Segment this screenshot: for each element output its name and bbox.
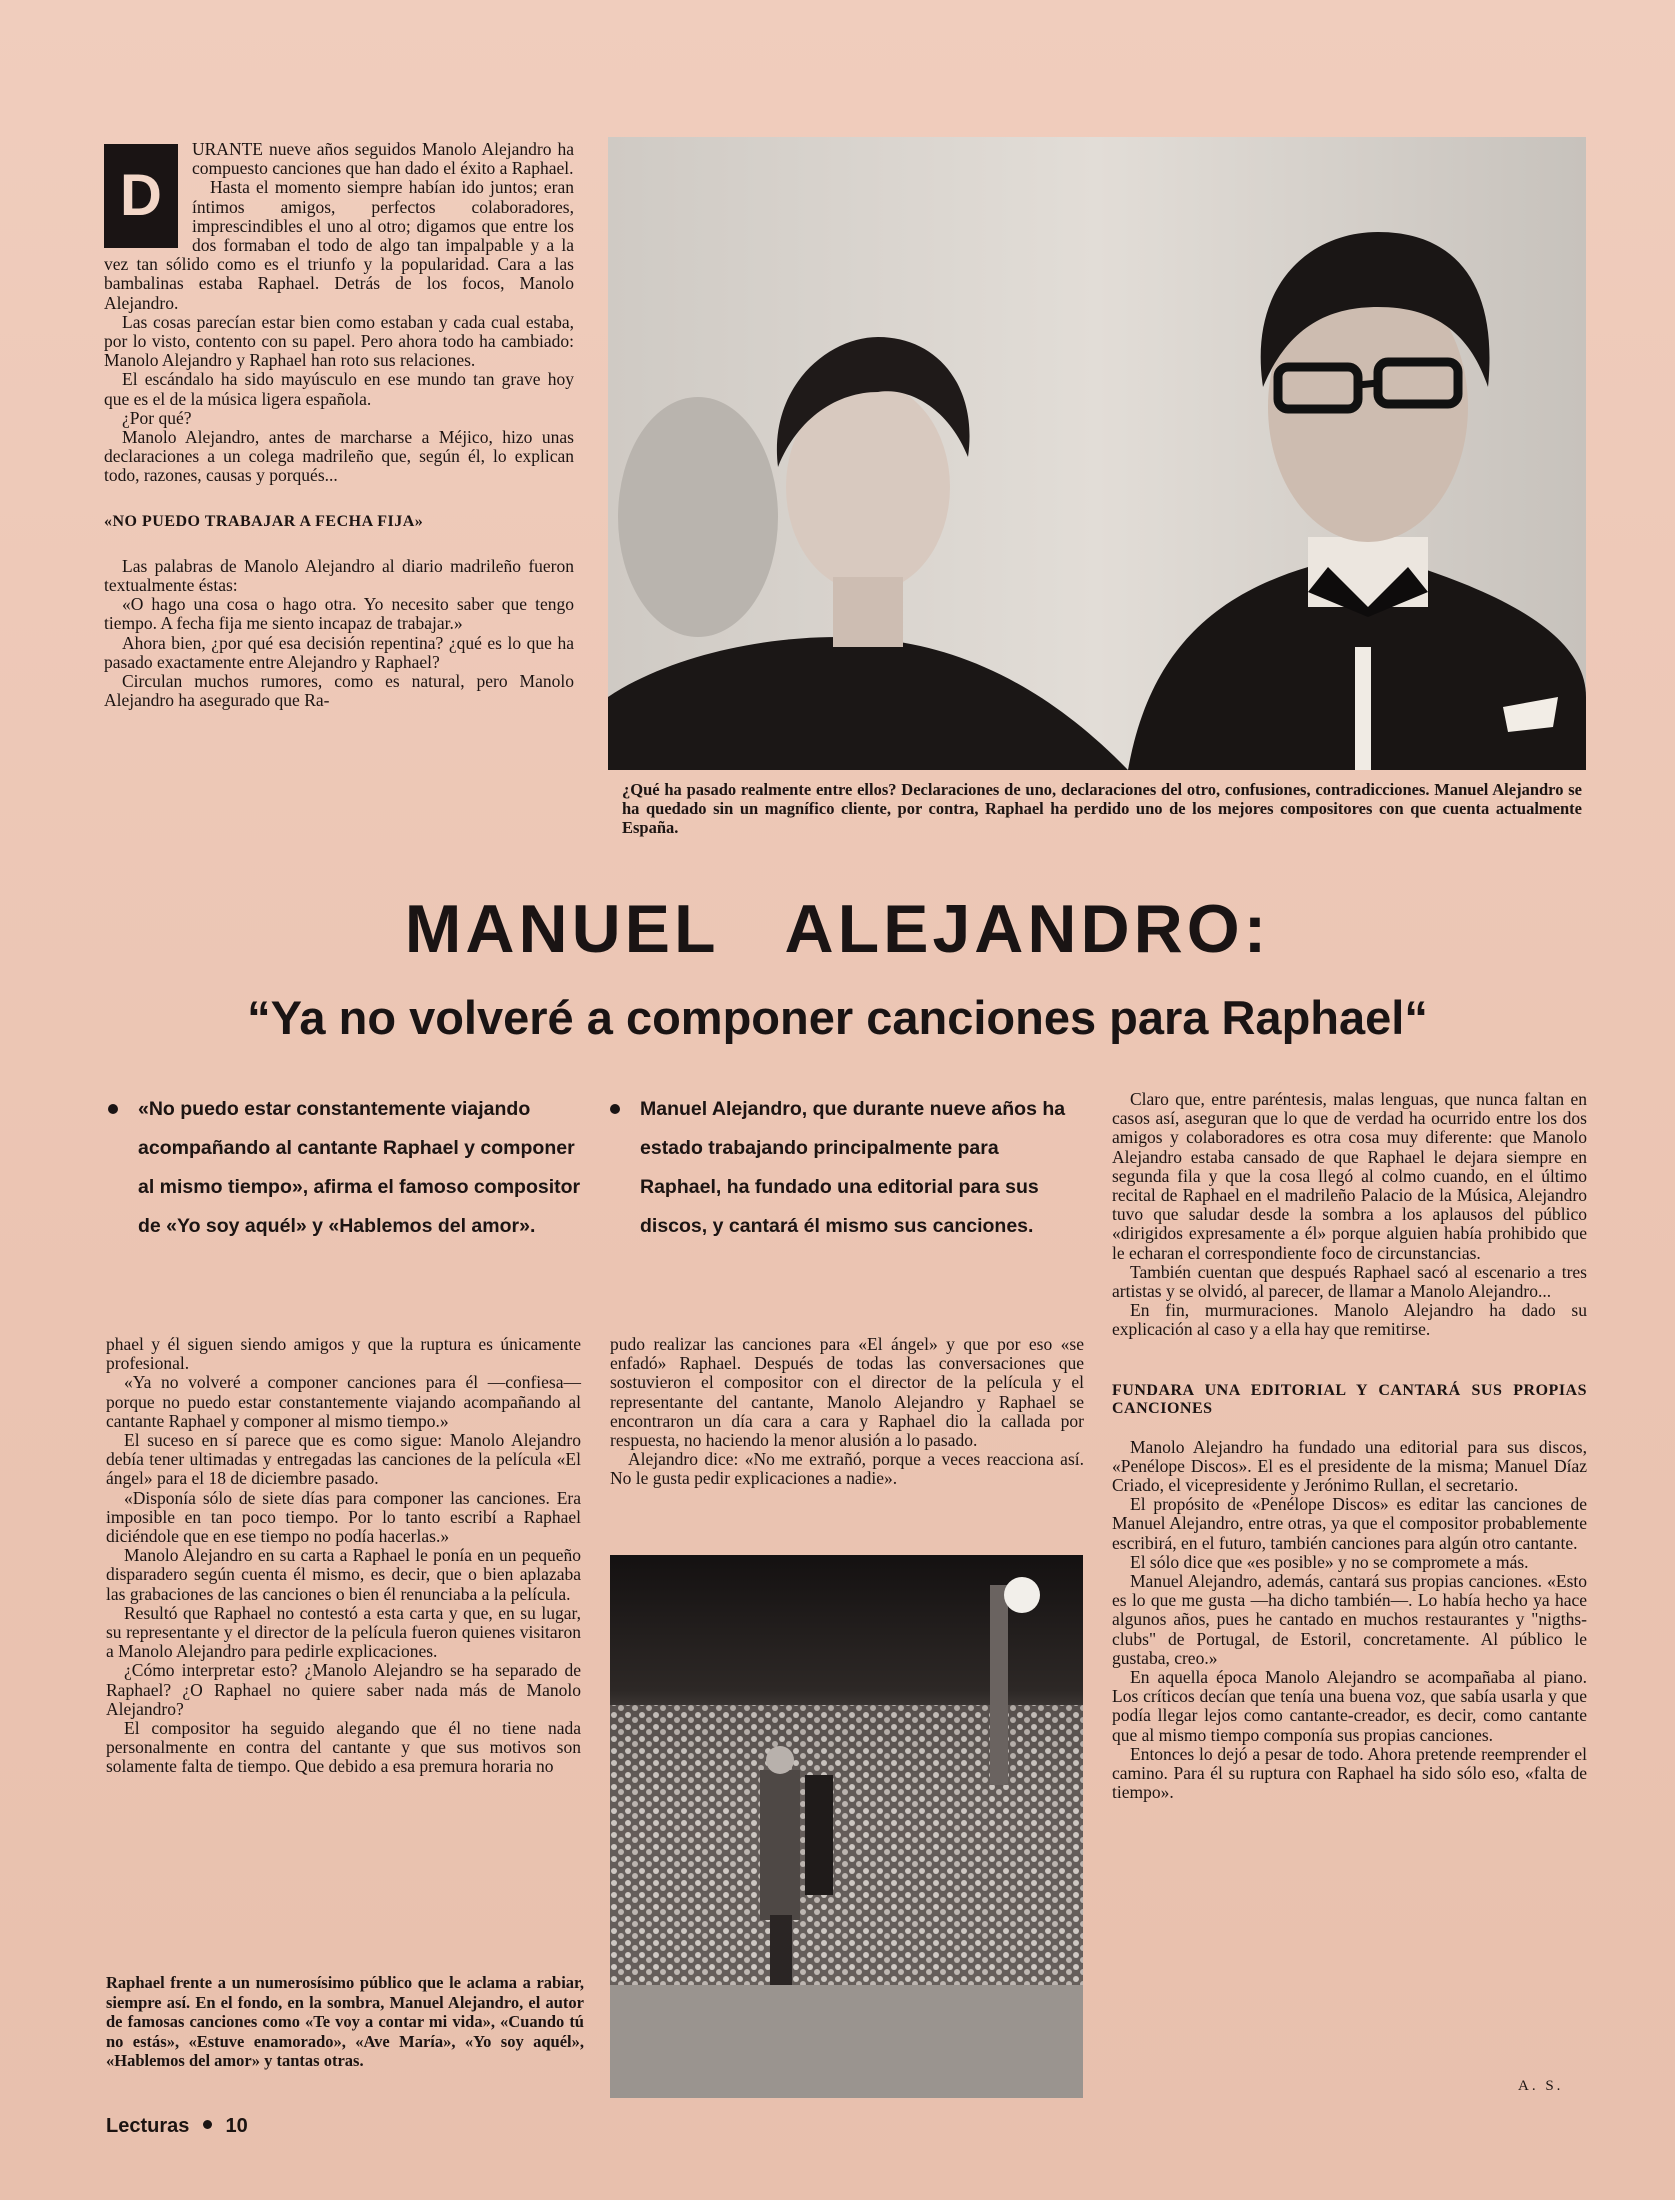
paragraph: Entonces lo dejó a pesar de todo. Ahora pretende reemprender el camino. Para él su ruptura con Raphael ha sido sólo eso, «falta de tiempo». [1112, 1743, 1587, 1803]
paragraph: Manolo Alejandro en su carta a Raphael le ponía en un pequeño disparadero según cuenta él mismo, es decir, que o bien aplazaba las grabaciones de las canciones o bien él renunciaba a la película. [106, 1545, 581, 1604]
paragraph: Manolo Alejandro, antes de marcharse a Méjico, hizo unas declaraciones a un colega madrileño que, según él, lo explican todo, razones, causas y porqués... [104, 427, 574, 486]
section-heading: «NO PUEDO TRABAJAR A FECHA FIJA» [104, 512, 424, 530]
paragraph: En aquella época Manolo Alejandro se acompañaba al piano. Los críticos decían que tenía una buena voz, que sabía usarla y que podía llegar lejos como cantante-creador, es decir, como cantante que al mismo tiempo componía sus propias canciones. [1112, 1667, 1587, 1745]
paragraph: Alejandro dice: «No me extrañó, porque a veces reacciona así. No le gusta pedir explicaciones a nadie». [610, 1449, 1084, 1489]
bullet-text: Manuel Alejandro, que durante nueve años ha estado trabajando principalmente para Raphael, ha fundado una editorial para sus discos, y cantará él mismo sus canciones. [640, 1098, 1066, 1237]
concert-photo [610, 1555, 1083, 2098]
paragraph: Las cosas parecían estar bien como estaban y cada cual estaba, por lo visto, contento con su papel. Pero ahora todo ha cambiado: Manolo Alejandro y Raphael han roto sus relaciones. [104, 311, 574, 371]
bullet-1 [138, 1090, 583, 1246]
paragraph: «Disponía sólo de siete días para componer las canciones. Era imposible en tan poco tiempo. Por lo tanto escribí a Raphael diciéndole que en ese tiempo no podía hacerlas.» [106, 1487, 581, 1547]
column-1 [106, 1335, 581, 1777]
paragraph: Resultó que Raphael no contestó a esta carta y que, en su lugar, su representante y el director de la película fueron quienes visitaron a Manolo Alejandro para pedirle explicaciones. [106, 1602, 581, 1662]
photo-crowd [610, 1555, 1083, 2098]
top-photo-caption: ¿Qué ha pasado realmente entre ellos? Declaraciones de uno, declaraciones del otro, confusiones, contradicciones. Manuel Alejandro se ha quedado sin un magnífico cliente, por contra, Raphael ha perdido uno de los mejores compositores con que cuenta actualmente España. [622, 780, 1582, 837]
dropcap: D [104, 144, 178, 248]
paragraph: Hasta el momento siempre habían ido juntos; eran íntimos amigos, perfectos colaboradores, imprescindibles el uno al otro; digamos que entre los dos formaban el todo de algo tan impalpable y a la vez tan sólido como es el triunfo y la popularidad. Cara a las bambalinas estaba Raphael. Detrás de los focos, Manolo Alejandro. [104, 177, 574, 313]
photo-two-men [608, 137, 1586, 770]
paragraph: pudo realizar las canciones para «El ángel» y que por eso «se enfadó» Raphael. Después de todas las conversaciones que sostuvieron el compositor con el director de la película y el representante del cantante, Manolo Alejandro y Raphael se encontraron un día cara a cara y Raphael dio la callada por respuesta, no haciendo la menor alusión a lo pasado. [610, 1334, 1084, 1451]
intro-column [104, 140, 574, 710]
bullet-dot [610, 1104, 620, 1114]
headline: MANUEL ALEJANDRO: [404, 891, 1271, 967]
paragraph: ¿Por qué? [122, 407, 192, 428]
section-heading: FUNDARA UNA EDITORIAL Y CANTARÁ SUS PROPIAS CANCIONES [1112, 1381, 1587, 1417]
paragraph: Manuel Alejandro, además, cantará sus propias canciones. «Esto es lo que me gusta —ha dicho también—. Lo había hecho ya hace algunos años, pues he cantado en muchos restaurantes y "nigths-clubs" de Portugal, de Estoril, concretamente. Al público le gustaba, creo.» [1112, 1571, 1587, 1668]
paragraph: En fin, murmuraciones. Manolo Alejandro ha dado su explicación al caso y a ella hay que remitirse. [1112, 1300, 1587, 1340]
paragraph: El suceso en sí parece que es como sigue: Manolo Alejandro debía tener ultimadas y entregadas las canciones de la película «El ángel» para el 18 de diciembre pasado. [106, 1430, 581, 1489]
subheadline: “Ya no volveré a componer canciones para Raphael“ [247, 991, 1428, 1044]
paragraph: «Ya no volveré a componer canciones para él —confiesa— porque no puedo estar constantemente viajando acompañando al cantante Raphael y componer al mismo tiempo.» [106, 1372, 581, 1431]
paragraph: URANTE nueve años seguidos Manolo Alejandro ha compuesto canciones que han dado el éxito a Raphael. [192, 139, 574, 179]
paragraph: Manolo Alejandro ha fundado una editorial para sus discos, «Penélope Discos». El es el presidente de la misma; Manuel Díaz Criado, el vicepresidente y Jerónimo Rullan, el secretario. [1112, 1436, 1587, 1496]
paragraph: ¿Cómo interpretar esto? ¿Manolo Alejandro se ha separado de Raphael? ¿O Raphael no quiere saber nada más de Manolo Alejandro? [106, 1660, 581, 1719]
magazine-name: Lecturas [106, 2115, 190, 2137]
column-2 [610, 1335, 1084, 1489]
bullet-text: «No puedo estar constantemente viajando acompañando al cantante Raphael y componer al mismo tiempo», afirma el famoso compositor de «Yo soy aquél» y «Hablemos del amor». [138, 1098, 581, 1237]
paragraph: El sólo dice que «es posible» y no se compromete a más. [1130, 1551, 1529, 1572]
paragraph: El compositor ha seguido alegando que él no tiene nada personalmente en contra del cantante y que sus motivos son solamente falta de tiempo. Que debido a esa premura horaria no [106, 1718, 581, 1777]
paragraph: También cuentan que después Raphael sacó al escenario a tres artistas y se olvidó, al parecer, de llamar a Manolo Alejandro... [1112, 1261, 1587, 1302]
page-footer [106, 2115, 248, 2138]
paragraph: «O hago una cosa o hago otra. Yo necesito saber que tengo tiempo. A fecha fija me siento incapaz de trabajar.» [104, 594, 574, 634]
paragraph: El escándalo ha sido mayúsculo en ese mundo tan grave hoy que es el de la música ligera española. [104, 369, 574, 409]
column-3 [1112, 1090, 1587, 1803]
concert-caption: Raphael frente a un numerosísimo público que le aclama a rabiar, siempre así. En el fondo, en la sombra, Manuel Alejandro, el autor de famosas canciones como «Te voy a contar mi vida», «Cuando tú no estás», «Estuve enamorado», «Ave María», «Yo soy aquél», «Hablemos del amor» y tantas otras. [106, 1973, 584, 2070]
paragraph: phael y él siguen siendo amigos y que la ruptura es únicamente profesional. [106, 1334, 581, 1374]
paragraph: Las palabras de Manolo Alejandro al diario madrileño fueron textualmente éstas: [104, 555, 574, 596]
bullet-2 [640, 1090, 1080, 1246]
paragraph: Ahora bien, ¿por qué esa decisión repentina? ¿qué es lo que ha pasado exactamente entre Alejandro y Raphael? [104, 632, 574, 672]
paragraph: Claro que, entre paréntesis, malas lenguas, que nunca faltan en casos así, aseguran que lo que de verdad ha ocurrido entre los dos amigos y colaboradores es otra cosa muy diferente: que Manolo Alejandro estaba cansado de que Raphael le dejara siempre en segunda fila y que la cosa llegó al colmo cuando, en el último recital de Raphael en el madrileño Palacio de la Música, Alejandro tuvo que saludar desde la sombra a los aplausos del público «dirigidos expresamente a él» porque alguien había prohibido que le echaran el correspondiente foco de circunstancias. [1112, 1089, 1587, 1263]
bullet-dot [108, 1104, 118, 1114]
paragraph: El propósito de «Penélope Discos» es editar las canciones de Manuel Alejandro, entre otras, ya que el compositor probablemente escribirá, en el futuro, también canciones para algún otro cantante. [1112, 1494, 1587, 1553]
paragraph: Circulan muchos rumores, como es natural, pero Manolo Alejandro ha asegurado que Ra- [104, 671, 574, 711]
author-signature: A. S. [1518, 2078, 1564, 2094]
footer-bullet [203, 2120, 212, 2129]
page-number: 10 [225, 2115, 248, 2137]
top-photo [608, 137, 1586, 770]
